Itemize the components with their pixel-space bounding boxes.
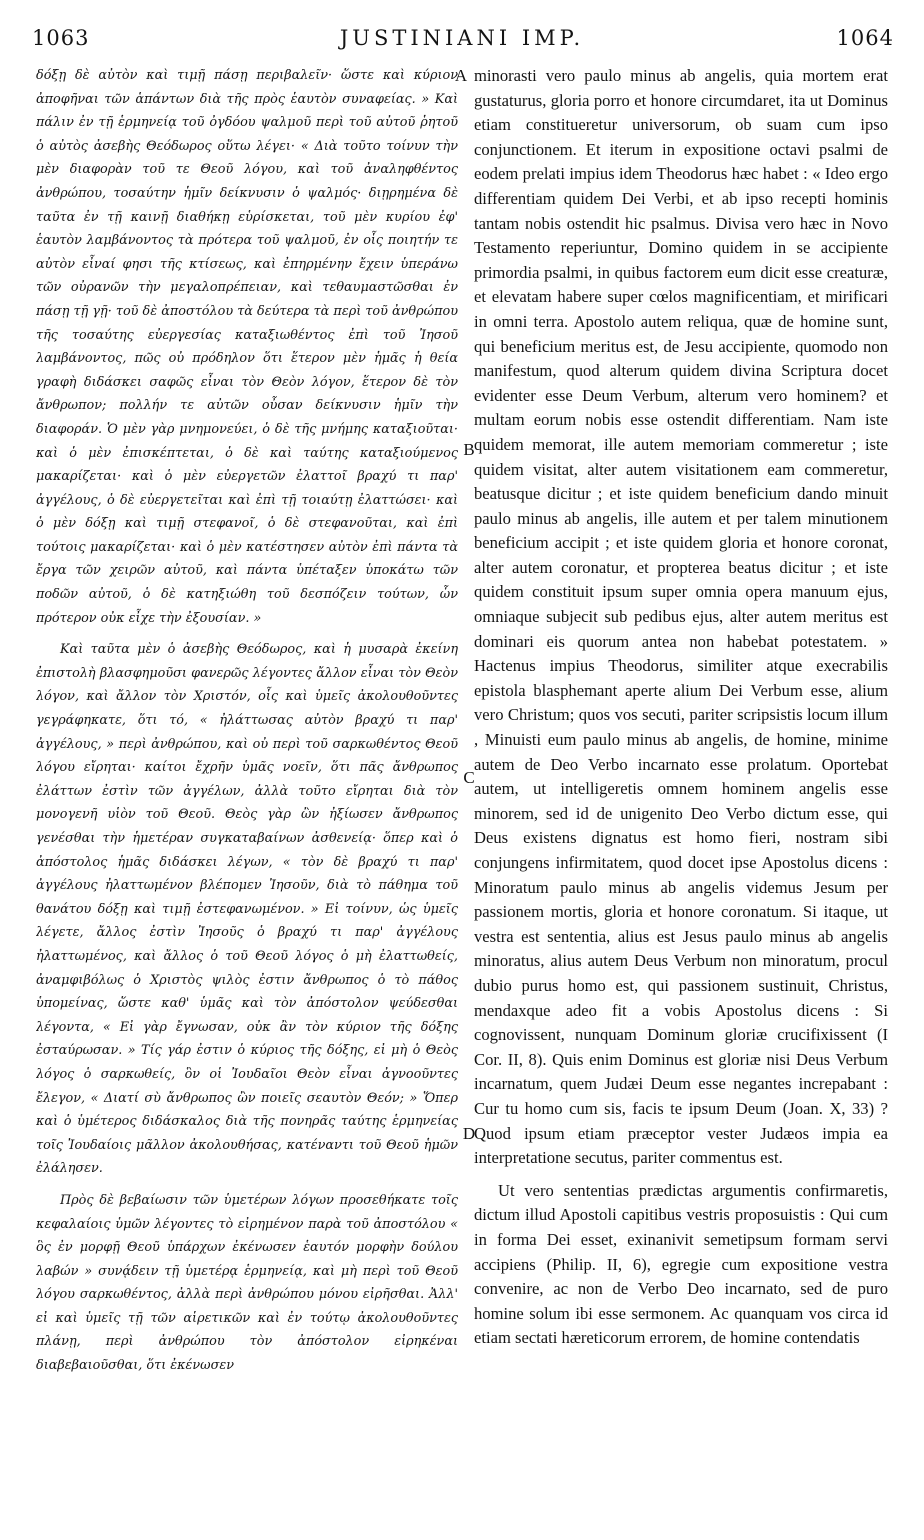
- page-number-right: 1064: [836, 26, 894, 50]
- margin-marker-a: A: [454, 66, 468, 85]
- latin-paragraph-1: minorasti vero paulo minus ab angelis, quia mortem erat gustaturus, gloria porro et honore circumdaret, ita ut Dominus etiam constitueretur universorum, ob suam cum ipso conjunctionem. Et iterum in expositione octavi psalmi de eodem prelati impius idem Theodorus hæc habet : « Ideo ergo differentiam quidem Dei Verbi, et ab ipso recepti hominis tantam nobis ostendit hic psalmus. Divisa vero hæc in Novo Testamento reperiuntur, Domino quidem in se accipiente primordia psalmi, in quibus factorem eum dicit esse creaturæ, et elevatam habere super cœlos magnificentiam, et mirificari in omni terra. Apostolo autem reliqua, quæ de homine sunt, qui beneficium meritus est, de Jesu accipiente, quomodo non manifestum, quod alterum quidem divina Scriptura docet evidenter esse Deum Verbum, alterum vero hominem? et multam eorum nobis esse ostendit differentiam. Nam iste quidem memorat, ille autem memoriam commeretur ; iste quidem visitat, alter autem visitationem eam commeretur, beatusque dicitur ; et iste quidem beneficium dando minuit paulo minus ab angelis, ille autem et per talem minutionem beneficium accipit ; et iste quidem gloria et honore coronat, alter autem coronatur, et propterea beatus dicitur ; et iste quidem constituit ipsum super omnia opera manuum ejus, omniaque subjecit sub pedibus ejus, alter autem meritus est dominari eis quorum antea non habebat potestatem. » Hactenus impius Theodorus, similiter atque execrabilis epistola blasphemant aperte alium Dei Verbum esse, alium vero Christum; quos vos secuti, pariter scripsistis locum illum , Minuisti eum paulo minus ab angelis, de homine, minime autem de Deo Verbo incarnato esse prolatum. Oportebat autem, ut intelligeretis omnem hominem angelis esse minorem, sed id de unigenito Deo Verbo dictum esse, qui Deus existens dignatus est homo fieri, nostram sibi conjungens infirmitatem, quod docet ipse Apostolus dicens : Minoratum paulo minus ab angelis videmus Jesum per passionem mortis, gloria et honore coronatum. Si itaque, ut vestra est sententia, alius est Jesus paulo minus ab angelis minoratus, alius autem Deus Verbum non minoratum, procul dubio purus homo est, qui passionem sustinuit, Christus, mendaxque adeo fit a vobis Apostolus dicens : Si cognovissent, nunquam Dominum gloriæ crucifixissent (I Cor. II, 8). Quis enim Dominus est gloriæ nisi Deus Verbum incarnatum, quem Judæi Deum esse negantes increpabant : Cur tu homo cum sis, facis te ipsum Deum (Joan. X, 33) ? Quod ipsum etiam præceptor vester Judæos impia ea interpretatione secutus, pariter commentus est.: [474, 66, 888, 1168]
- greek-text-column: [36, 64, 458, 1512]
- greek-paragraph-1: δόξῃ δὲ αὐτὸν καὶ τιμῇ πάσῃ περιβαλεῖν· ὥστε καὶ κύριον ἀποφῆναι τῶν ἁπάντων διὰ τῆς πρὸς ἑαυτὸν συναφείας. » Καὶ πάλιν ἐν τῇ ἑρμηνείᾳ τοῦ ὀγδόου ψαλμοῦ περὶ τοῦ αὐτοῦ ῥητοῦ ὁ αὐτὸς ἀσεβὴς Θεόδωρος οὕτω λέγει· « Διὰ τοῦτο τοίνυν τὴν μὲν διαφορὰν τοῦ τε Θεοῦ λόγου, καὶ τοῦ ἀναληφθέντος ἀνθρώπου, τοσαύτην ἡμῖν δείκνυσιν ὁ ψαλμός· διῃρημένα δὲ ταῦτα ἐν τῇ καινῇ διαθήκῃ εὑρίσκεται, τοῦ μὲν κυρίου ἐφ' ἑαυτὸν λαμβάνοντος τὰ πρότερα τοῦ ψαλμοῦ, ἐν οἷς ποιητήν τε αὐτὸν εἶναί φησι τῆς κτίσεως, καὶ ἐπηρμένην ἔχειν ὑπεράνω τῶν οὐρανῶν τὴν μεγαλοπρέπειαν, καὶ τεθαυμαστῶσθαι ἐν πάσῃ τῇ γῇ· τοῦ δὲ ἀποστόλου τὰ δεύτερα τὰ περὶ τοῦ ἀνθρώπου τῆς τοσαύτης εὐεργεσίας καταξιωθέντος ἐπὶ τοῦ Ἰησοῦ λαμβάνοντος, πῶς οὐ πρόδηλον ὅτι ἕτερον μὲν ἡμᾶς ἡ θεία γραφὴ διδάσκει σαφῶς εἶναι τὸν Θεὸν λόγον, ἕτερον δὲ τὸν ἄνθρωπον; πολλήν τε αὐτῶν οὖσαν δείκνυσιν ἡμῖν τὴν διαφοράν. Ὁ μὲν γὰρ μνημονεύει, ὁ δὲ τῆς μνήμης καταξιοῦται· καὶ ὁ μὲν ἐπισκέπτεται, ὁ δὲ καὶ ταύτης καταξιούμενος μακαρίζεται· καὶ ὁ μὲν εὐεργετῶν ἐλαττοῖ βραχύ τι παρ' ἀγγέλους, ὁ δὲ εὐεργετεῖται καὶ ἐπὶ τῇ τοιαύτῃ ἐλαττώσει· καὶ ὁ μὲν δόξῃ καὶ τιμῇ στεφανοῖ, ὁ δὲ στεφανοῦται, καὶ ἐπὶ τούτοις μακαρίζεται· καὶ ὁ μὲν κατέστησεν αὐτὸν ἐπὶ πάντα τὰ ἔργα τῶν χειρῶν αὐτοῦ, καὶ πάντα ὑπέταξεν ὑποκάτω τῶν ποδῶν αὐτοῦ, ὁ δὲ κατηξιώθη τοῦ δεσπόζειν τούτων, ὧν πρότερον οὐκ εἶχε τὴν ἐξουσίαν. »: [36, 68, 458, 626]
- latin-paragraph-2: Ut vero sententias prædictas argumentis confirmaretis, dictum illud Apostoli capitibus vestris proposuistis : Qui cum in forma Dei esset, exinanivit semetipsum formam servi accipiens (Philip. II, 6), egregie cum expositione vestra convenire, ac non de Verbo Deo incarnato, sed de puro homine solum ibi esse sermonem. Ac quanquam vos circa id etiam sectati hæreticorum errorem, de homine contendatis: [474, 1180, 888, 1348]
- margin-marker-b: B: [463, 440, 475, 459]
- latin-text-column: [474, 64, 888, 1512]
- greek-paragraph-3: Πρὸς δὲ βεβαίωσιν τῶν ὑμετέρων λόγων προσεθήκατε τοῖς κεφαλαίοις ὑμῶν λέγοντες τὸ εἰρημένον παρὰ τοῦ ἀποστόλου « ὃς ἐν μορφῇ Θεοῦ ὑπάρχων ἐκένωσεν ἑαυτόν μορφὴν δούλου λαβών » συνᾴδειν τῇ ὑμετέρᾳ ἑρμηνείᾳ, καὶ μὴ περὶ τοῦ Θεοῦ λόγου σαρκωθέντος, ἀλλὰ περὶ ἀνθρώπου μόνου εἰρῆσθαι. Ἀλλ' εἰ καὶ ὑμεῖς τῇ τῶν αἱρετικῶν καὶ ἐν τούτῳ ἀκολουθοῦντες πλάνῃ, περὶ ἀνθρώπου τὸν ἀπόστολον εἰρηκέναι διαβεβαιοῦσθαι, ὅτι ἐκένωσεν: [36, 1192, 458, 1374]
- greek-paragraph-2: Καὶ ταῦτα μὲν ὁ ἀσεβὴς Θεόδωρος, καὶ ἡ μυσαρὰ ἐκείνη ἐπιστολὴ βλασφημοῦσι φανερῶς λέγοντες ἄλλον εἶναι τὸν Θεὸν λόγον, καὶ ἄλλον τὸν Χριστόν, οἷς καὶ ὑμεῖς ἀκολουθοῦντες γεγράφηκατε, ὅτι τό, « ἠλάττωσας αὐτὸν βραχύ τι παρ' ἀγγέλους, » περὶ ἀνθρώπου, καὶ οὐ περὶ τοῦ σαρκωθέντος Θεοῦ λόγου εἴρηται· καίτοι ἔχρῆν ὑμᾶς νοεῖν, ὅτι πᾶς ἄνθρωπος ἐλάττων ἐστὶν τῶν ἀγγέλων, ἀλλὰ τοῦτο εἴρηται διὰ τὸν μονογενῆ υἱὸν τοῦ Θεοῦ. Θεὸς γὰρ ὢν ἠξίωσεν ἄνθρωπος γενέσθαι τὴν ἡμετέραν συγκαταβαίνων ἀσθενείᾳ· ὅπερ καὶ ὁ ἀπόστολος ἡμᾶς διδάσκει λέγων, « τὸν δὲ βραχύ τι παρ' ἀγγέλους ἠλαττωμένον βλέπομεν Ἰησοῦν, διὰ τὸ πάθημα τοῦ θανάτου δόξῃ καὶ τιμῇ ἐστεφανωμένον. » Εἰ τοίνυν, ὡς ὑμεῖς λέγετε, ἄλλος ἐστὶν Ἰησοῦς ὁ βραχύ τι παρ' ἀγγέλους ἠλαττωμένος, καὶ ἄλλος ὁ τοῦ Θεοῦ λόγος ὁ μὴ ἐλαττωθείς, ἀναμφιβόλως ὁ Χριστὸς ψιλὸς ἐστιν ἄνθρωπος ὁ τὸ πάθος ὑπομείνας, ὥστε καθ' ὑμᾶς καὶ τὸν ἀπόστολον ψεύδεσθαι λέγοντα, « Εἰ γὰρ ἔγνωσαν, οὐκ ἂν τὸν κύριον τῆς δόξης ἐσταύρωσαν. » Τίς γάρ ἐστιν ὁ κύριος τῆς δόξης, εἰ μὴ ὁ Θεὸς λόγος ὁ σαρκωθείς, ὃν οἱ Ἰουδαῖοι Θεὸν εἶναι ἀγνοοῦντες ἔλεγον, « Διατί σὺ ἄνθρωπος ὢν ποιεῖς σεαυτὸν Θεόν; » Ὅπερ καὶ ὁ ὑμέτερος διδάσκαλος διὰ τῆς πονηρᾶς ταύτης ἑρμηνείας τοῖς Ἰουδαίοις μᾶλλον ἀκολουθήσας, κατέναντι τοῦ Θεοῦ ἡμῶν ἐλάλησεν.: [36, 642, 458, 1177]
- page-number-left: 1063: [32, 26, 90, 50]
- page-header: [0, 0, 924, 64]
- running-title: JUSTINIANI IMP.: [339, 26, 585, 50]
- margin-marker-d: D: [462, 1124, 476, 1143]
- margin-marker-c: C: [463, 768, 475, 787]
